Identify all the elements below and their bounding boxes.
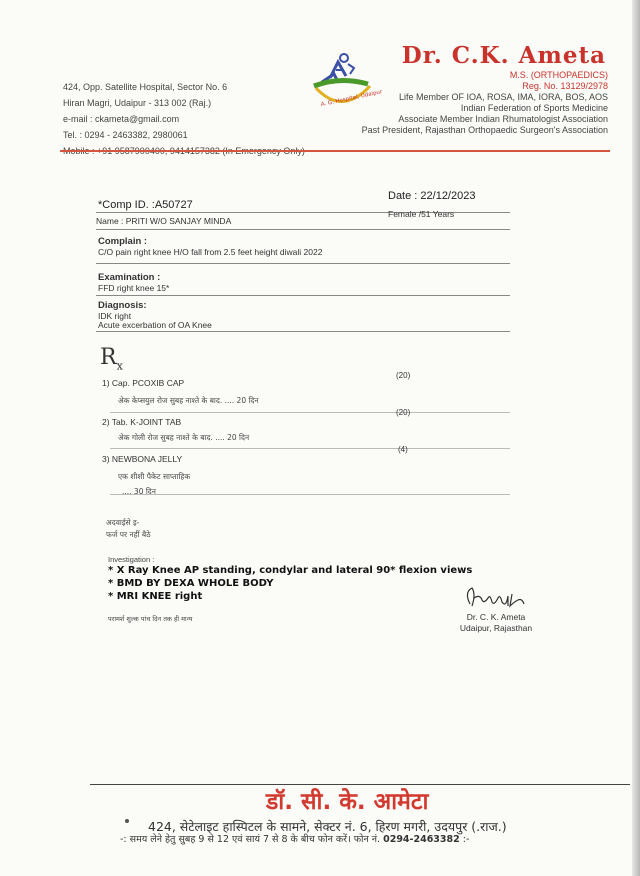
rule <box>110 448 510 449</box>
signature-place: Udaipur, Rajasthan <box>459 623 533 633</box>
medicine-name: 1) Cap. PCOXIB CAP <box>102 378 185 388</box>
degree: M.S. (ORTHOPAEDICS) <box>509 70 608 80</box>
examination-label: Examination : <box>98 272 161 283</box>
bullet-dot <box>125 819 129 823</box>
medicine-quantity: (20) <box>396 408 411 417</box>
rule <box>110 494 510 495</box>
footer-timing <box>120 832 469 845</box>
timing-end: :- <box>462 834 470 845</box>
doctor-credentials <box>362 70 608 136</box>
rule <box>96 229 510 230</box>
page-edge <box>632 0 640 876</box>
mobile-line: Mobile : +91 9587900400, 9414157382 (In Emergency Only) <box>63 146 305 156</box>
patient-name: Name : PRITI W/O SANJAY MINDA <box>96 216 232 226</box>
medicine-quantity: (20) <box>396 371 411 380</box>
rx-subscript: x <box>116 359 123 373</box>
rx-symbol <box>100 345 123 372</box>
medicine-name: 3) NEWBONA JELLY <box>102 454 183 464</box>
advice-text: फर्ज पर नहीं बैठे <box>106 530 151 539</box>
consultation-fee-note: परामर्श शुल्क पांच दिन तक ही मान्य <box>108 615 193 623</box>
timing-text: -: समय लेने हेतु सुबह 9 से 12 एवं सायं 7 से 8 के बीच फोन करें। फोन नं. <box>120 834 381 845</box>
medicine-dosage: एक शीशी पैकेट साप्ताहिक <box>118 472 191 481</box>
registration-number: Reg. No. 13129/2978 <box>522 81 608 91</box>
membership-line: Past President, Rajasthan Orthopaedic Surgeon's Association <box>361 125 608 135</box>
header-divider <box>60 150 610 152</box>
email-line: e-mail : ckameta@gmail.com <box>63 114 180 124</box>
comp-id: *Comp ID. :A50727 <box>98 199 193 211</box>
rule <box>110 412 510 413</box>
investigation-item: * MRI KNEE right <box>108 591 203 602</box>
clinic-address <box>63 79 305 159</box>
patient-gender-age: Female /51 Years <box>388 209 455 219</box>
medicine-dosage: अेक केप्सयुल रोज सुबह नाश्ते के बाद. .... 20 दिन <box>118 396 259 405</box>
investigation-item: * BMD BY DEXA WHOLE BODY <box>108 578 274 589</box>
membership-line: Associate Member Indian Rhumatologist Association <box>398 114 608 124</box>
rx-letter: R <box>100 345 117 370</box>
complain-label: Complain : <box>98 236 148 247</box>
medicine-dosage: अेक गोली रोज सुबह नाश्ते के बाद. .... 20 दिन <box>118 433 250 442</box>
address-line: Hiran Magri, Udaipur - 313 002 (Raj.) <box>63 98 212 108</box>
signature-image <box>462 584 532 610</box>
signature-name: Dr. C. K. Ameta <box>466 612 526 622</box>
rule <box>96 263 510 264</box>
telephone-line: Tel. : 0294 - 2463382, 2980061 <box>63 130 188 140</box>
signature-block <box>458 612 534 634</box>
rule <box>96 295 510 296</box>
doctor-name: Dr. C.K. Ameta <box>401 42 606 69</box>
complain-text: C/O pain right knee H/O fall from 2.5 feet height diwali 2022 <box>98 247 323 257</box>
address-line: 424, Opp. Satellite Hospital, Sector No. 6 <box>63 82 228 92</box>
investigation-item: * X Ray Knee AP standing, condylar and lateral 90* flexion views <box>108 565 473 576</box>
prescription-date: Date : 22/12/2023 <box>388 190 476 202</box>
medicine-quantity: (4) <box>398 445 408 454</box>
footer-doctor-name: डॉ. सी. के. आमेटा <box>266 789 429 815</box>
medicine-name: 2) Tab. K-JOINT TAB <box>102 417 182 427</box>
investigation-label: Investigation : <box>108 555 155 564</box>
rule <box>96 331 510 332</box>
advice-label: अदवाईसे इ- <box>106 518 140 527</box>
diagnosis-label: Diagnosis: <box>98 300 147 311</box>
footer-address: 424, सेटेलाइट हास्पिटल के सामने, सेक्टर नं. 6, हिरण मगरी, उदयपुर (.राज.) <box>148 819 507 834</box>
examination-text: FFD right knee 15* <box>98 283 170 293</box>
diagnosis-line: Acute excerbation of OA Knee <box>98 320 212 330</box>
membership-line: Life Member OF IOA, ROSA, IMA, IORA, BOS, AOS <box>398 92 608 102</box>
membership-line: Indian Federation of Sports Medicine <box>460 103 608 113</box>
logo-text: A. G. Hospital, Udaipur <box>320 89 382 109</box>
diagnosis-line: IDK right <box>98 311 132 321</box>
footer-phone: 0294-2463382 <box>383 834 460 845</box>
medicine-duration: .... 30 दिन <box>122 487 156 496</box>
